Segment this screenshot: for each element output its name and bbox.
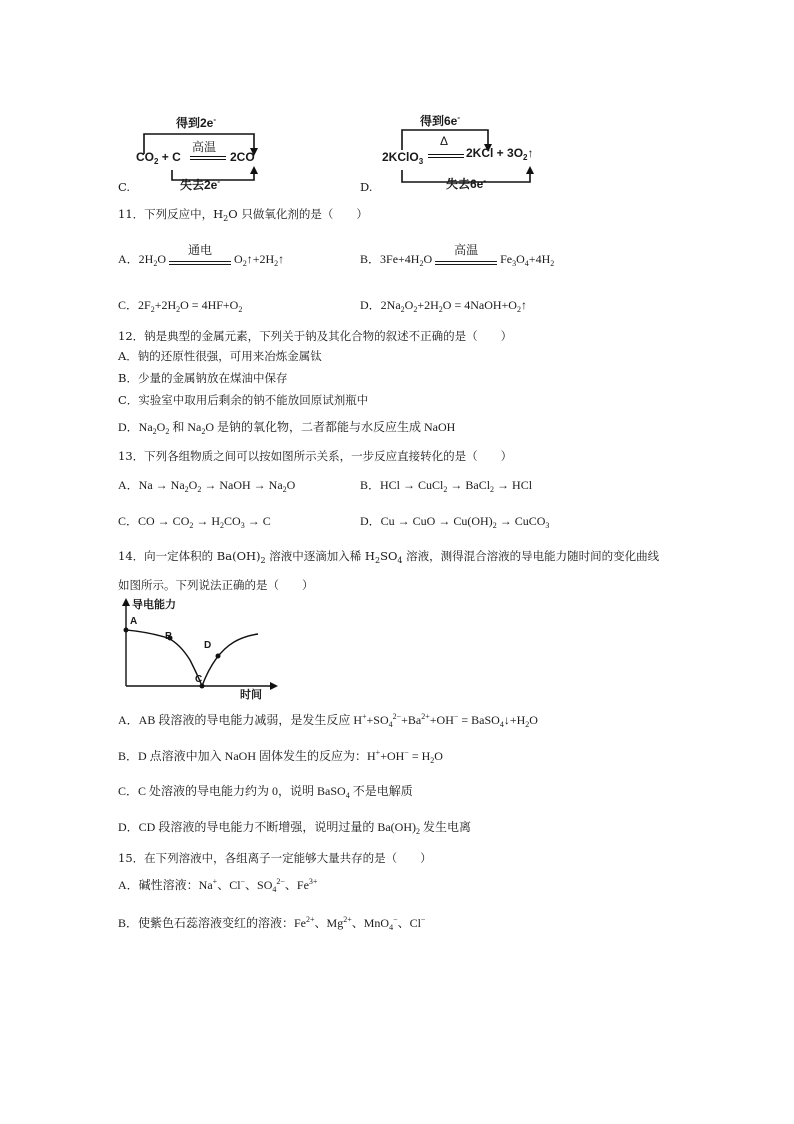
q13-option-a: A．$Na \to Na_2O_2$ → NaOH → $Na_2O$ bbox=[118, 478, 296, 494]
option-label: D. bbox=[360, 180, 373, 194]
question-12-stem: 12．钠是典型的金属元素，下列关于钠及其化合物的叙述不正确的是（ ） bbox=[118, 329, 513, 343]
question-15-stem: 15．在下列溶液中，各组离子一定能够大量共存的是（ ） bbox=[118, 851, 432, 865]
graph-xlabel: 时间 bbox=[240, 689, 262, 701]
graph-ylabel: 导电能力 bbox=[132, 599, 176, 611]
q14-option-c: C．C 处溶液的导电能力约为 0，说明 BaSO$_4$ 不是电解质 bbox=[118, 784, 413, 800]
condition: Δ bbox=[440, 134, 449, 148]
q11-option-b: B．$3Fe+4H_2O$ 高温 $Fe_3O_4+4H_2$ bbox=[360, 250, 554, 270]
lose-label: 失去2e- bbox=[180, 177, 221, 192]
point-c-label: C bbox=[195, 674, 203, 685]
q14-option-d: D．CD 段溶液的导电能力不断增强，说明过量的 $Ba(OH)_2$ 发生电离 bbox=[118, 820, 472, 836]
reaction-condition: 高温 bbox=[435, 250, 497, 270]
product: 2CO bbox=[230, 150, 255, 164]
q11-option-d: D．$2Na_2O_2+2H_2O$ = $4NaOH+O_2↑$ bbox=[360, 298, 527, 314]
equal-line bbox=[190, 159, 226, 160]
conductivity-graph bbox=[118, 596, 288, 700]
q15-option-a: A．碱性溶液：Na+、Cl−、$SO_4^{2-}$、$Fe^{3+}$ bbox=[118, 877, 318, 894]
q12-option-d: D．$Na_2O_2$ 和 $Na_2O$ 是钠的氧化物，二者都能与水反应生成 NaOH bbox=[118, 420, 456, 436]
condition: 高温 bbox=[192, 140, 217, 154]
q12-option-a: A．钠的还原性很强，可用来冶炼金属钛 bbox=[118, 349, 322, 363]
point-d-label: D bbox=[204, 640, 212, 651]
q11-option-c: C．$2F_2+2H_2O = 4HF+O_2$ bbox=[118, 298, 243, 314]
question-11-stem: 11．下列反应中，$H_2O$ 只做氧化剂的是（ ） bbox=[118, 207, 368, 223]
reaction-condition: 通电 bbox=[169, 250, 231, 270]
equal-line bbox=[190, 156, 226, 157]
q14-option-a: A．AB 段溶液的导电能力减弱，是发生反应 $H^++SO_4^{2-}+Ba^{2+}+OH^-$ = $BaSO_4↓+H_2O$ bbox=[118, 712, 538, 729]
q14-option-b: B．D 点溶液中加入 NaOH 固体发生的反应为：$H^++OH^- = H_2O$ bbox=[118, 748, 443, 765]
q11-option-a: A．$2H_2O$ 通电 $O_2↑+2H_2↑$ bbox=[118, 250, 284, 270]
q12-option-b: B．少量的金属钠放在煤油中保存 bbox=[118, 371, 288, 385]
equal-line bbox=[428, 154, 464, 155]
lose-label: 失去6e- bbox=[446, 176, 487, 191]
gain-label: 得到6e- bbox=[420, 113, 461, 128]
q13-option-c: C．CO → $CO_2 \to H_2CO_3 \to C$ bbox=[118, 514, 271, 530]
equation: 2KClO$_3$ bbox=[382, 150, 424, 166]
question-14-stem-line2: 如图所示。下列说法正确的是（ ） bbox=[118, 578, 314, 592]
equal-line bbox=[428, 157, 464, 158]
q13-option-b: B．HCl → CuCl$_2$ → BaCl$_2$ → HCl bbox=[360, 478, 533, 494]
product: $2KCl + 3O_2↑$ bbox=[466, 146, 534, 162]
question-13-stem: 13．下列各组物质之间可以按如图所示关系，一步反应直接转化的是（ ） bbox=[118, 449, 513, 463]
gain-label: 得到2e- bbox=[176, 115, 217, 130]
question-14-stem-line1: 14．向一定体积的 $Ba(OH)_2$ 溶液中逐滴加入稀 $H_2SO_4$ 溶液，测得混合溶液的导电能力随时间的变化曲线 bbox=[118, 549, 660, 565]
q15-option-b: B．使紫色石蕊溶液变红的溶液：$Fe^{2+}$、$Mg^{2+}$、MnO$_4$−、Cl− bbox=[118, 915, 426, 932]
option-label: C. bbox=[118, 180, 131, 194]
q13-option-d: D．Cu → CuO → $Cu(OH)_2$ → CuCO$_3$ bbox=[360, 514, 550, 530]
equation: $CO_2 + C$ bbox=[136, 150, 181, 166]
q12-option-c: C．实验室中取用后剩余的钠不能放回原试剂瓶中 bbox=[118, 393, 369, 407]
point-a-label: A bbox=[130, 616, 138, 627]
point-b-label: B bbox=[165, 631, 173, 642]
